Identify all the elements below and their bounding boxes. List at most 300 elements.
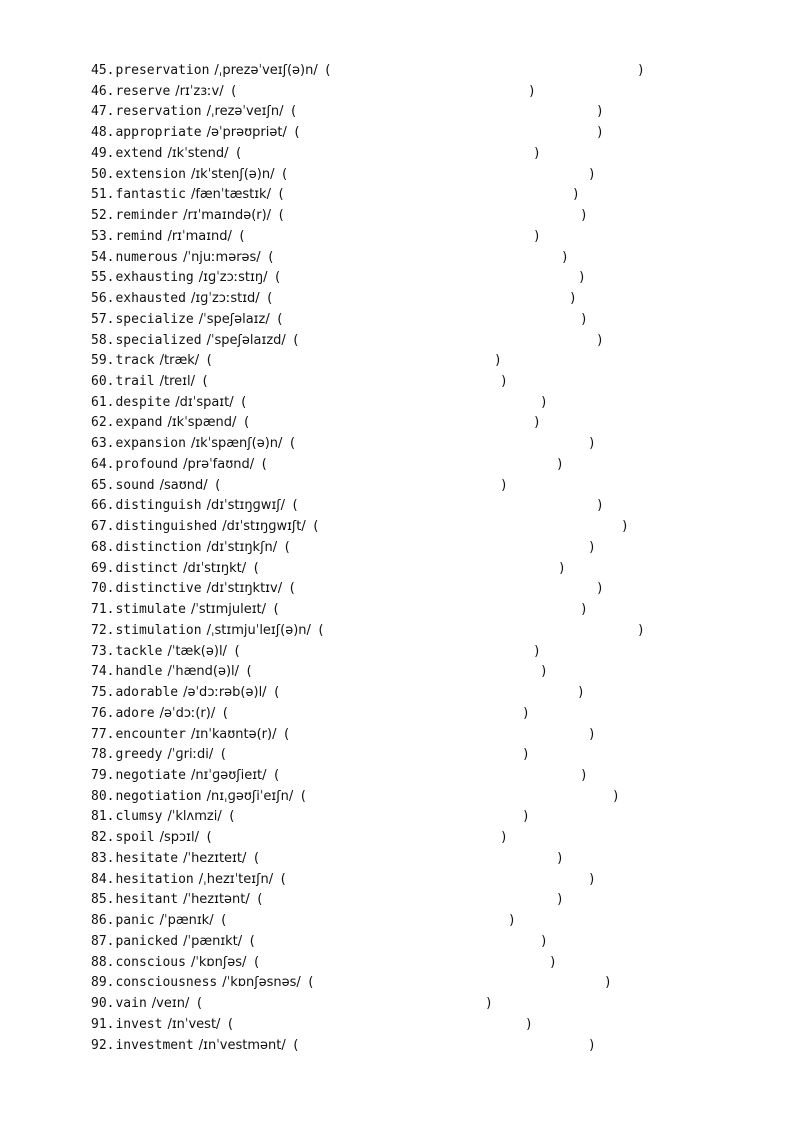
answer-blank[interactable] [209,375,500,389]
entry-number: 79. [91,767,115,783]
entry-number: 76. [91,705,115,721]
answer-close-paren: ) [596,125,604,141]
answer-open-paren: ( [260,456,268,472]
entry-number: 86. [91,913,115,929]
answer-open-paren: ( [316,622,325,638]
answer-open-paren: ( [237,228,246,244]
entry-word: distinction [115,539,202,555]
vocabulary-entry [91,227,751,248]
answer-close-paren: ) [561,249,569,265]
entry-number: 78. [91,747,115,763]
vocabulary-entry [91,559,751,580]
answer-blank[interactable] [234,1017,525,1031]
answer-close-paren: ) [637,622,645,638]
answer-open-paren: ( [272,767,281,783]
answer-close-paren: ) [556,456,564,472]
entry-word: distinguish [115,498,202,514]
entry-phonetic: /ˈspeʃəlaɪz/ [198,311,270,327]
entry-number: 54. [91,249,115,265]
entry-number: 45. [91,63,115,78]
entry-word: reminder [115,208,179,224]
entry-phonetic: /veɪn/ [151,996,190,1012]
answer-blank[interactable] [213,354,494,368]
answer-open-paren: ( [277,208,285,224]
entry-number: 82. [91,830,115,846]
entry-word: distinctive [115,581,202,597]
entry-phonetic: /treɪl/ [159,374,195,390]
vocabulary-entry [91,1036,751,1057]
entry-phonetic: /saʊnd/ [159,477,208,493]
vocabulary-entry [91,953,751,974]
entry-word: specialized [115,332,202,348]
entry-number: 74. [91,664,115,680]
entry-word: exhausting [115,270,194,286]
vocabulary-entry [91,496,751,517]
entry-number: 56. [91,291,115,307]
answer-close-paren: ) [556,850,564,866]
entry-number: 85. [91,892,115,908]
answer-open-paren: ( [291,1037,300,1053]
vocabulary-entry [91,434,751,455]
entry-word: numerous [115,249,179,265]
entry-phonetic: /dɪˈspaɪt/ [175,394,234,410]
answer-blank[interactable] [296,582,596,596]
entry-phonetic: /træk/ [159,353,200,369]
entry-word: hesitation [115,871,194,887]
entry-phonetic: /ɪkˈstend/ [167,145,229,161]
answer-blank[interactable] [264,893,556,907]
answer-blank[interactable] [260,851,556,865]
vocabulary-entry [91,393,751,414]
entry-phonetic: /ˈpænɪk/ [159,913,214,929]
vocabulary-entry [91,102,751,123]
vocabulary-entry [91,870,751,891]
answer-open-paren: ( [265,291,274,307]
answer-close-paren: ) [525,1016,533,1032]
entry-number: 88. [91,954,115,970]
answer-open-paren: ( [275,311,284,327]
entry-phonetic: /fænˈtæstɪk/ [190,187,271,203]
entry-number: 71. [91,602,115,618]
entry-phonetic: /ˌprezəˈveɪʃ(ə)n/ [214,63,318,78]
entry-number: 75. [91,685,115,701]
answer-blank[interactable] [221,478,500,492]
entry-phonetic: /ˈhezɪtənt/ [183,892,250,908]
entry-number: 50. [91,166,115,182]
answer-blank[interactable] [285,188,572,202]
vocabulary-entry [91,82,751,103]
answer-close-paren: ) [494,353,502,369]
answer-open-paren: ( [292,125,301,141]
entry-phonetic: /əˈdɔː(r)/ [159,705,216,721]
answer-blank[interactable] [325,623,637,637]
entry-number: 90. [91,996,115,1012]
answer-blank[interactable] [280,768,580,782]
answer-blank[interactable] [227,914,508,928]
answer-open-paren: ( [226,1016,235,1032]
answer-open-paren: ( [248,933,256,949]
answer-blank[interactable] [296,437,588,451]
answer-open-paren: ( [242,415,251,431]
answer-close-paren: ) [540,933,548,949]
answer-close-paren: ) [580,602,588,618]
answer-blank[interactable] [246,229,533,243]
entry-phonetic: /rɪˈzɜːv/ [175,83,224,99]
entry-word: reservation [115,104,202,120]
entry-word: track [115,353,155,369]
answer-open-paren: ( [288,436,297,452]
vocabulary-entry [91,1015,751,1036]
answer-blank[interactable] [291,540,588,554]
entry-number: 59. [91,353,115,369]
vocabulary-entry [91,828,751,849]
answer-open-paren: ( [200,374,209,390]
entry-phonetic: /ɪɡˈzɔːstɪd/ [190,291,260,307]
entry-phonetic: /prəˈfaʊnd/ [183,456,255,472]
vocabulary-entry [91,932,751,953]
entry-phonetic: /ˈhezɪteɪt/ [183,850,247,866]
entry-phonetic: /ˌhezɪˈteɪʃn/ [198,871,274,887]
entry-number: 58. [91,332,115,348]
answer-open-paren: ( [239,394,248,410]
vocabulary-entry [91,517,751,538]
entry-word: trail [115,374,155,390]
answer-blank[interactable] [280,603,580,617]
answer-blank[interactable] [250,416,533,430]
entry-number: 57. [91,311,115,327]
answer-blank[interactable] [260,561,558,575]
entry-number: 60. [91,374,115,390]
answer-blank[interactable] [213,831,500,845]
entry-number: 72. [91,622,115,638]
entry-phonetic: /spɔɪl/ [159,830,199,846]
entry-phonetic: /ˈɡriːdi/ [167,747,214,763]
answer-blank[interactable] [307,789,612,803]
entry-number: 92. [91,1037,115,1053]
answer-blank[interactable] [300,333,596,347]
answer-blank[interactable] [260,955,549,969]
answer-close-paren: ) [522,747,530,763]
answer-open-paren: ( [283,539,291,555]
entry-phonetic: /dɪˈstɪŋɡwɪʃt/ [222,519,306,535]
answer-close-paren: ) [596,104,604,120]
vocabulary-entry [91,600,751,621]
entry-number: 61. [91,394,115,410]
answer-blank[interactable] [315,976,604,990]
entry-number: 77. [91,726,115,742]
entry-number: 47. [91,104,115,120]
answer-blank[interactable] [332,64,637,78]
entry-word: negotiation [115,788,202,804]
answer-close-paren: ) [556,892,564,908]
entry-phonetic: /ˈkɒnʃəsnəs/ [222,975,301,991]
entry-number: 64. [91,456,115,472]
vocabulary-entry [91,372,751,393]
entry-phonetic: /nɪˈɡəʊʃieɪt/ [190,767,267,783]
entry-number: 81. [91,809,115,825]
vocabulary-entry [91,621,751,642]
answer-open-paren: ( [229,83,238,99]
entry-word: consciousness [115,975,218,991]
answer-blank[interactable] [227,748,522,762]
entry-number: 53. [91,228,115,244]
answer-open-paren: ( [276,187,285,203]
entry-word: exhausted [115,291,186,307]
answer-blank[interactable] [241,644,533,658]
vocabulary-entry [91,413,751,434]
vocabulary-entry [91,766,751,787]
answer-open-paren: ( [255,892,264,908]
vocabulary-entry [91,123,751,144]
answer-close-paren: ) [596,332,604,348]
entry-word: negotiate [115,767,186,783]
entry-phonetic: /əˈprəʊpriət/ [206,125,287,141]
entry-number: 80. [91,788,115,804]
entry-word: extend [115,145,163,161]
vocabulary-entry [91,973,751,994]
answer-close-paren: ) [540,394,548,410]
answer-blank[interactable] [268,457,556,471]
answer-open-paren: ( [291,332,300,348]
vocabulary-entry [91,165,751,186]
vocabulary-entry [91,683,751,704]
answer-open-paren: ( [195,996,204,1012]
answer-close-paren: ) [577,685,585,701]
answer-open-paren: ( [252,850,261,866]
answer-open-paren: ( [221,705,230,721]
answer-blank[interactable] [301,126,596,140]
vocabulary-entry [91,745,751,766]
answer-close-paren: ) [578,270,586,286]
entry-word: adore [115,705,155,721]
vocabulary-entry [91,807,751,828]
entry-phonetic: /ɪɡˈzɔːstɪŋ/ [198,270,268,286]
answer-close-paren: ) [533,415,541,431]
answer-close-paren: ) [588,1037,596,1053]
entry-phonetic: /ɪnˈvest/ [167,1016,221,1032]
entry-number: 46. [91,83,115,99]
answer-close-paren: ) [580,767,588,783]
vocabulary-entry [91,890,751,911]
entry-phonetic: /ˈpænɪkt/ [183,933,243,949]
entry-number: 67. [91,519,115,535]
entry-word: panicked [115,933,179,949]
answer-close-paren: ) [522,705,530,721]
entry-number: 84. [91,871,115,887]
answer-close-paren: ) [540,664,548,680]
entry-word: stimulation [115,622,202,638]
vocabulary-entry [91,704,751,725]
entry-phonetic: /nɪˌɡəʊʃiˈeɪʃn/ [206,788,294,804]
answer-blank[interactable] [281,271,578,285]
entry-number: 73. [91,643,115,659]
answer-close-paren: ) [596,498,604,514]
entry-phonetic: /ˈtæk(ə)l/ [167,643,227,659]
answer-open-paren: ( [306,975,315,991]
entry-number: 68. [91,539,115,555]
entry-number: 91. [91,1016,115,1032]
answer-open-paren: ( [299,788,308,804]
entry-phonetic: /ˈklʌmzi/ [167,809,222,825]
entry-number: 63. [91,436,115,452]
answer-close-paren: ) [596,581,604,597]
entry-word: spoil [115,830,155,846]
answer-blank[interactable] [242,146,533,160]
answer-blank[interactable] [247,395,540,409]
answer-open-paren: ( [266,249,275,265]
answer-open-paren: ( [291,498,299,514]
entry-word: vain [115,996,147,1012]
entry-word: distinct [115,560,179,576]
vocabulary-entry [91,268,751,289]
answer-open-paren: ( [219,913,228,929]
answer-open-paren: ( [227,809,236,825]
answer-close-paren: ) [558,560,566,576]
answer-close-paren: ) [588,436,596,452]
vocabulary-entry [91,61,751,82]
answer-blank[interactable] [287,872,588,886]
entry-word: appropriate [115,125,202,141]
entry-phonetic: /rɪˈmaɪndə(r)/ [183,208,272,224]
entry-word: remind [115,228,163,244]
answer-blank[interactable] [256,934,540,948]
vocabulary-entry [91,642,751,663]
answer-open-paren: ( [245,664,253,680]
entry-phonetic: /ˈkɒnʃəs/ [190,954,247,970]
entry-phonetic: /əˈdɔːrəb(ə)l/ [183,685,267,701]
answer-open-paren: ( [282,726,291,742]
answer-close-paren: ) [522,809,530,825]
entry-number: 51. [91,187,115,203]
entry-phonetic: /dɪˈstɪŋkt/ [183,560,247,576]
vocabulary-entry [91,911,751,932]
vocabulary-entry [91,185,751,206]
answer-close-paren: ) [588,726,596,742]
entry-phonetic: /ɪkˈspænd/ [167,415,237,431]
answer-blank[interactable] [275,250,561,264]
vocabulary-entry [91,331,751,352]
vocabulary-entry [91,455,751,476]
answer-open-paren: ( [205,353,213,369]
answer-blank[interactable] [280,686,577,700]
answer-open-paren: ( [279,871,287,887]
entry-phonetic: /ˈhænd(ə)l/ [167,664,240,680]
answer-blank[interactable] [320,520,621,534]
vocabulary-entry [91,787,751,808]
entry-word: reserve [115,83,171,99]
entry-word: tackle [115,643,163,659]
entry-phonetic: /ɪkˈstenʃ(ə)n/ [190,166,275,182]
answer-close-paren: ) [508,913,516,929]
entry-phonetic: /ˌrezəˈveɪʃn/ [206,104,284,120]
answer-open-paren: ( [272,685,281,701]
answer-open-paren: ( [205,830,213,846]
vocabulary-entry [91,248,751,269]
answer-close-paren: ) [588,871,596,887]
answer-blank[interactable] [288,167,588,181]
answer-blank[interactable] [236,810,522,824]
entry-word: handle [115,664,163,680]
entry-word: conscious [115,954,186,970]
answer-close-paren: ) [533,643,541,659]
answer-blank[interactable] [253,665,540,679]
answer-close-paren: ) [604,975,612,991]
answer-close-paren: ) [528,83,536,99]
answer-blank[interactable] [273,292,569,306]
entry-number: 70. [91,581,115,597]
answer-open-paren: ( [232,643,241,659]
entry-phonetic: /dɪˈstɪŋɡwɪʃ/ [206,498,286,514]
answer-open-paren: ( [234,145,243,161]
answer-close-paren: ) [533,145,541,161]
entry-word: sound [115,477,155,493]
answer-blank[interactable] [300,1038,588,1052]
vocabulary-entry [91,662,751,683]
answer-blank[interactable] [299,499,596,513]
answer-open-paren: ( [273,270,282,286]
vocabulary-entry [91,476,751,497]
entry-number: 55. [91,270,115,286]
vocabulary-entry [91,849,751,870]
entry-word: profound [115,456,179,472]
answer-close-paren: ) [569,291,577,307]
answer-blank[interactable] [229,706,522,720]
entry-word: despite [115,394,171,410]
entry-phonetic: /ˈspeʃəlaɪzd/ [206,332,286,348]
answer-blank[interactable] [290,727,588,741]
answer-close-paren: ) [533,228,541,244]
answer-close-paren: ) [500,477,508,493]
entry-word: preservation [115,63,210,78]
answer-close-paren: ) [549,954,557,970]
answer-open-paren: ( [289,104,298,120]
vocabulary-entry [91,310,751,331]
answer-blank[interactable] [203,997,485,1011]
entry-word: greedy [115,747,163,763]
answer-close-paren: ) [588,539,596,555]
answer-close-paren: ) [637,63,645,78]
entry-phonetic: /ˈstɪmjuleɪt/ [190,602,267,618]
entry-phonetic: /ɪkˈspænʃ(ə)n/ [190,436,283,452]
entry-word: expansion [115,436,186,452]
answer-blank[interactable] [237,84,528,98]
entry-number: 66. [91,498,115,514]
answer-open-paren: ( [272,602,280,618]
answer-blank[interactable] [285,209,580,223]
vocabulary-list [91,61,751,1056]
vocabulary-entry [91,289,751,310]
entry-word: panic [115,913,155,929]
answer-close-paren: ) [572,187,580,203]
entry-phonetic: /ɪnˈvestmənt/ [198,1037,286,1053]
entry-word: expand [115,415,163,431]
answer-close-paren: ) [621,519,629,535]
entry-word: stimulate [115,602,186,618]
entry-phonetic: /ˌstɪmjuˈleɪʃ(ə)n/ [206,622,311,638]
answer-open-paren: ( [252,560,260,576]
vocabulary-entry [91,351,751,372]
entry-word: extension [115,166,186,182]
answer-open-paren: ( [311,519,320,535]
entry-number: 49. [91,145,115,161]
entry-word: encounter [115,726,186,742]
entry-word: investment [115,1037,194,1053]
entry-number: 62. [91,415,115,431]
answer-blank[interactable] [297,105,596,119]
vocabulary-entry [91,994,751,1015]
vocabulary-entry [91,725,751,746]
answer-blank[interactable] [284,312,580,326]
